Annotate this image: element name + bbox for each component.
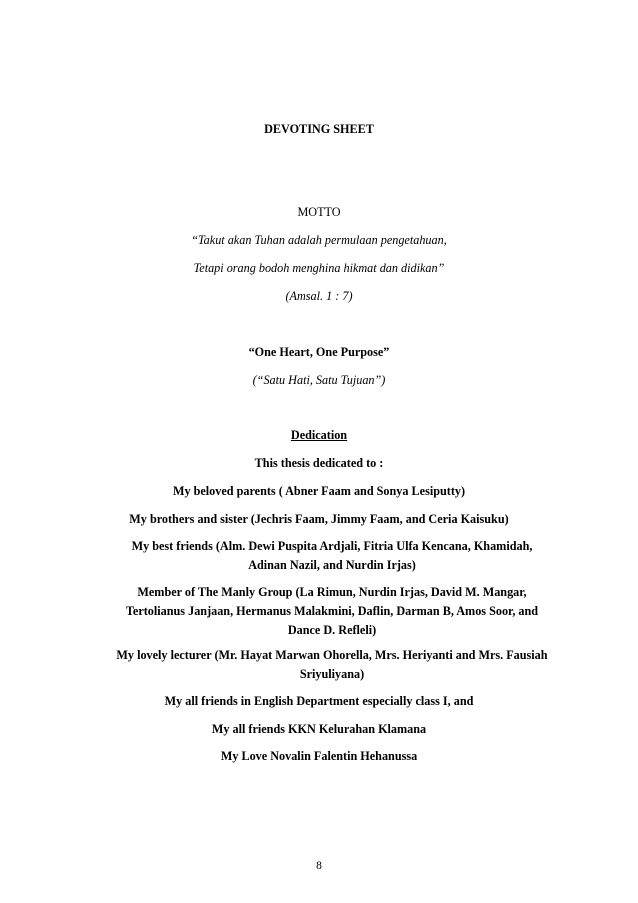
dedication-lecturer: My lovely lecturer (Mr. Hayat Marwan Ohorella, Mrs. Heriyanti and Mrs. Fausiah Sriyuliyana)	[116, 648, 548, 681]
page-heading: DEVOTING SHEET	[264, 122, 374, 136]
dedication-kkn: My all friends KKN Kelurahan Klamana	[211, 722, 427, 736]
slogan-english: “One Heart, One Purpose”	[248, 345, 390, 359]
slogan-indonesian: (“Satu Hati, Satu Tujuan”)	[252, 373, 386, 387]
motto-label: MOTTO	[297, 205, 341, 219]
motto-quote-line-2: Tetapi orang bodoh menghina hikmat dan didikan”	[193, 261, 445, 275]
motto-source: (Amsal. 1 : 7)	[285, 289, 353, 303]
page-number: 8	[316, 860, 322, 872]
dedication-english-department: My all friends in English Department especially class I, and	[164, 694, 474, 708]
motto-quote-line-1: “Takut akan Tuhan adalah permulaan pengetahuan,	[191, 233, 447, 247]
dedication-parents: My beloved parents ( Abner Faam and Sonya Lesiputty)	[172, 484, 466, 498]
dedication-siblings: My brothers and sister (Jechris Faam, Jimmy Faam, and Ceria Kaisuku)	[129, 512, 509, 526]
dedication-love: My Love Novalin Falentin Hehanussa	[220, 749, 418, 763]
dedication-manly-group: Member of The Manly Group (La Rimun, Nurdin Irjas, David M. Mangar, Tertolianus Janjaan, Hermanus Malakmini, Daflin, Darman B, Amos Soor, and Dance D. Refleli)	[125, 585, 539, 637]
dedication-title: Dedication	[290, 428, 348, 442]
dedication-best-friends: My best friends (Alm. Dewi Puspita Ardjali, Fitria Ulfa Kencana, Khamidah, Adinan Nazil, and Nurdin Irjas)	[131, 539, 533, 572]
dedication-intro: This thesis dedicated to :	[254, 456, 384, 470]
